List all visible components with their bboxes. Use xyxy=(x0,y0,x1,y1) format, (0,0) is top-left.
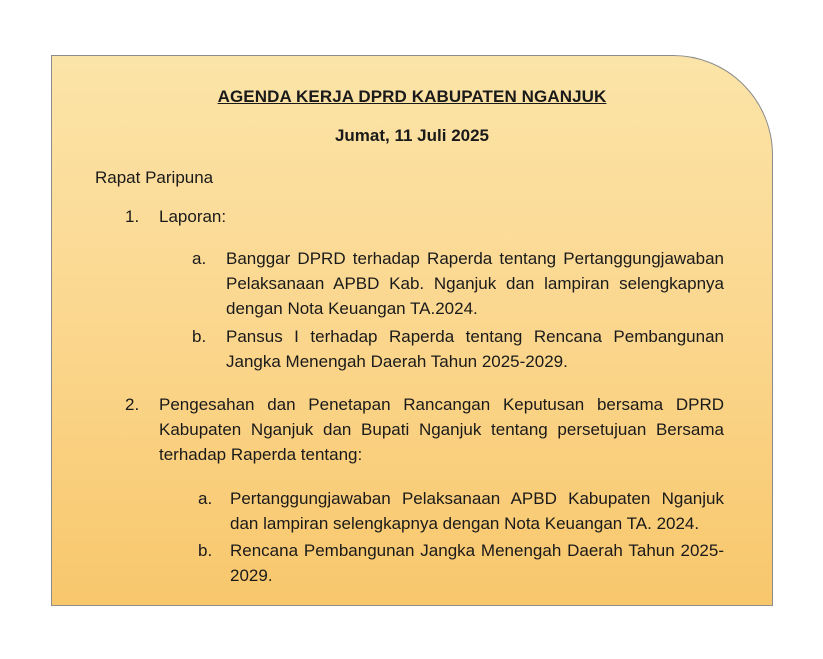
subitem-text: Pertanggungjawaban Pelaksanaan APBD Kabupaten Nganjuk dan lampiran selengkapnya dengan Nota Keuangan TA. 2024. xyxy=(230,489,724,533)
agenda-card xyxy=(51,55,773,606)
subitem-text: Banggar DPRD terhadap Raperda tentang Pertanggungjawaban Pelaksanaan APBD Kab. Nganjuk dan lampiran selengkapnya dengan Nota Keuangan TA.2024. xyxy=(226,249,724,318)
item-number: 2. xyxy=(125,395,140,414)
subitem-letter: a. xyxy=(192,249,207,268)
subitem-letter: b. xyxy=(198,541,213,560)
subitem-text: Rencana Pembangunan Jangka Menengah Daerah Tahun 2025-2029. xyxy=(230,541,724,585)
subitem-letter: b. xyxy=(192,327,207,346)
agenda-title: AGENDA KERJA DPRD KABUPATEN NGANJUK xyxy=(217,87,607,106)
subitem-text: Pansus I terhadap Raperda tentang Rencana Pembangunan Jangka Menengah Daerah Tahun 2025-2029. xyxy=(226,327,724,371)
item-text: Pengesahan dan Penetapan Rancangan Keputusan bersama DPRD Kabupaten Nganjuk dan Bupati Nganjuk tentang persetujuan Bersama terhadap Raperda tentang: xyxy=(159,395,724,464)
agenda-date: Jumat, 11 Juli 2025 xyxy=(334,126,490,145)
item-number: 1. xyxy=(125,207,140,226)
section-heading: Rapat Paripuna xyxy=(95,168,214,187)
subitem-letter: a. xyxy=(198,489,213,508)
item-text: Laporan: xyxy=(159,207,227,226)
